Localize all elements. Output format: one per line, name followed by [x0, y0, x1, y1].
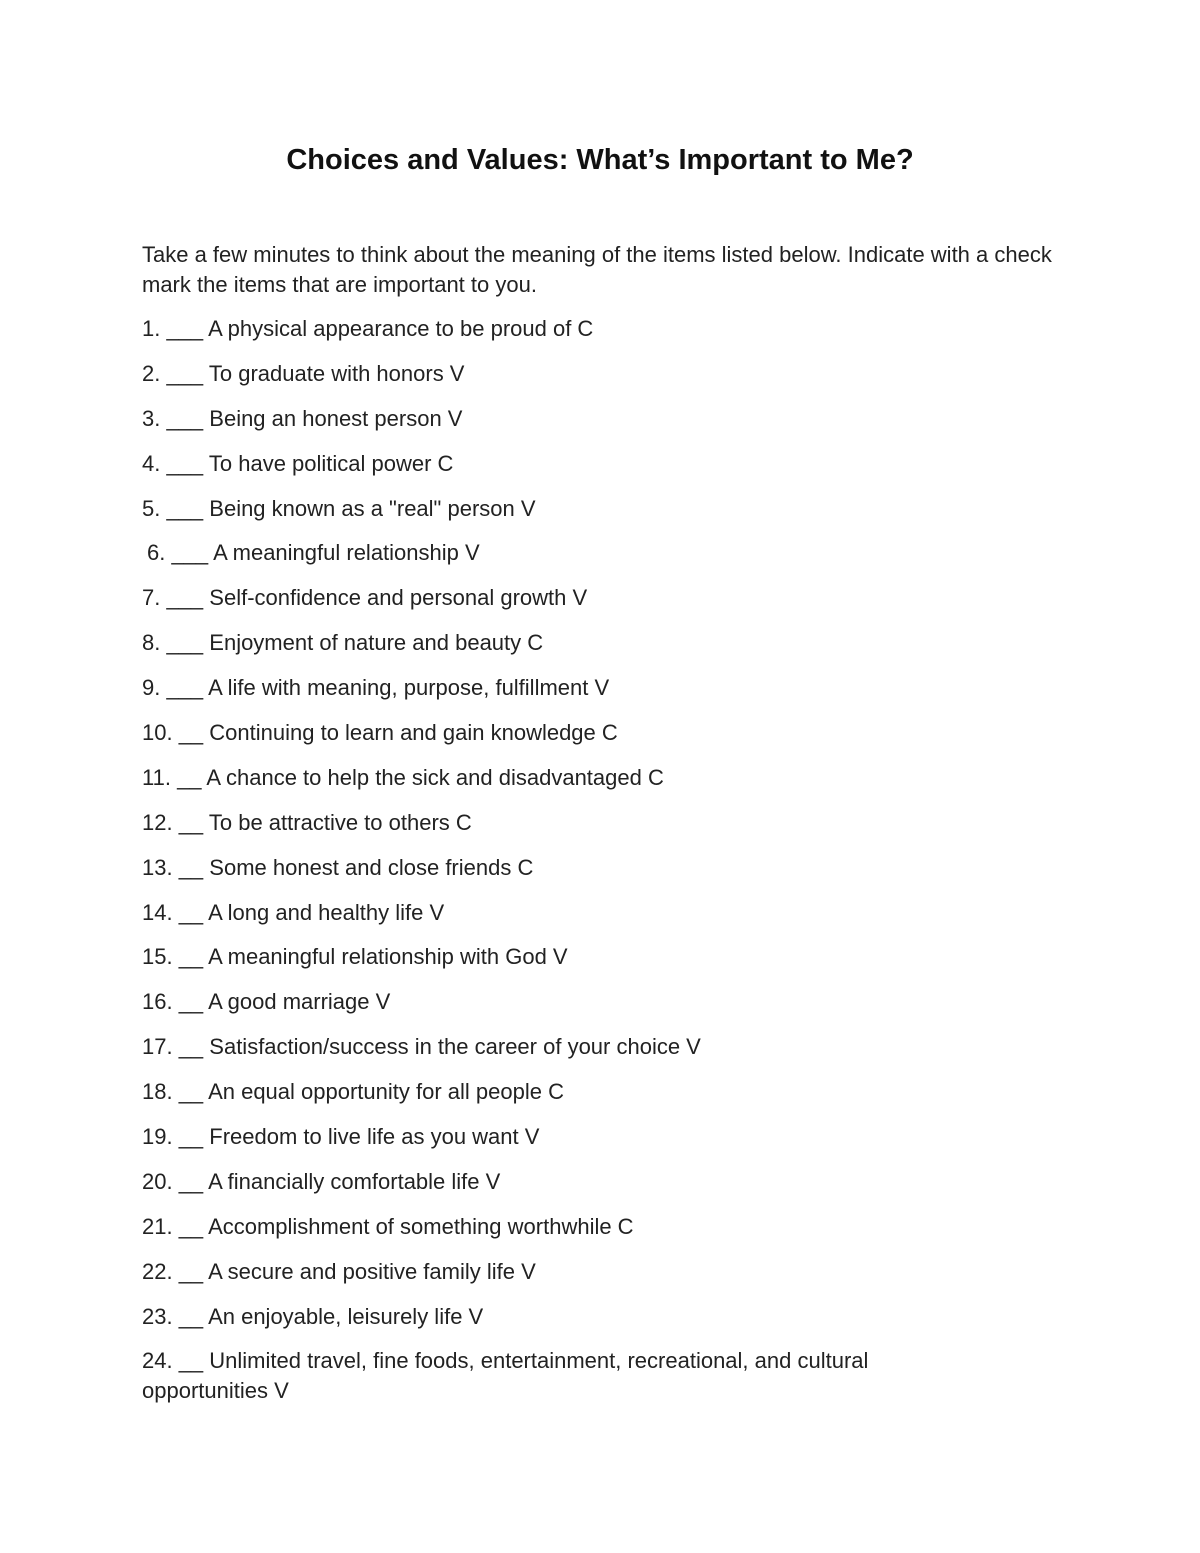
list-item: 1. ___ A physical appearance to be proud of C: [142, 316, 594, 341]
list-item: 21. __ Accomplishment of something worthwhile C: [142, 1213, 634, 1239]
list-item: 13. __ Some honest and close friends C: [142, 854, 534, 880]
list-item: 11. __ A chance to help the sick and disadvantaged C: [142, 764, 664, 790]
list-item: 4. ___ To have political power C: [142, 450, 454, 476]
list-item: 5. ___ Being known as a "real" person V: [142, 495, 536, 521]
intro-paragraph: Take a few minutes to think about the meaning of the items listed below. Indicate with a check mark the items that are important to you.: [142, 242, 1052, 297]
list-item: 17. __ Satisfaction/success in the career of your choice V: [142, 1034, 701, 1060]
list-item: 18. __ An equal opportunity for all people C: [142, 1079, 564, 1105]
list-item: 3. ___ Being an honest person V: [142, 405, 463, 431]
list-item: 10. __ Continuing to learn and gain knowledge C: [142, 720, 618, 746]
list-item: 7. ___ Self-confidence and personal growth V: [142, 585, 588, 611]
list-item: 22. __ A secure and positive family life V: [142, 1258, 536, 1284]
list-item: 12. __ To be attractive to others C: [142, 809, 472, 835]
list-item: 24. __ Unlimited travel, fine foods, entertainment, recreational, and cultural opportunities V: [142, 1348, 869, 1404]
list-item: 14. __ A long and healthy life V: [142, 899, 445, 925]
page-title: Choices and Values: What’s Important to Me?: [286, 144, 914, 176]
list-item: 9. ___ A life with meaning, purpose, fulfillment V: [142, 675, 610, 701]
list-item: 16. __ A good marriage V: [142, 989, 391, 1015]
values-list: [142, 314, 1072, 1404]
list-item: 8. ___ Enjoyment of nature and beauty C: [142, 630, 544, 656]
list-item: 20. __ A financially comfortable life V: [142, 1168, 501, 1194]
list-item: 2. ___ To graduate with honors V: [142, 360, 465, 386]
list-item: 19. __ Freedom to live life as you want V: [142, 1124, 540, 1150]
list-item: 15. __ A meaningful relationship with God V: [142, 944, 568, 970]
list-item: 6. ___ A meaningful relationship V: [147, 540, 480, 566]
list-item: 23. __ An enjoyable, leisurely life V: [142, 1303, 484, 1329]
